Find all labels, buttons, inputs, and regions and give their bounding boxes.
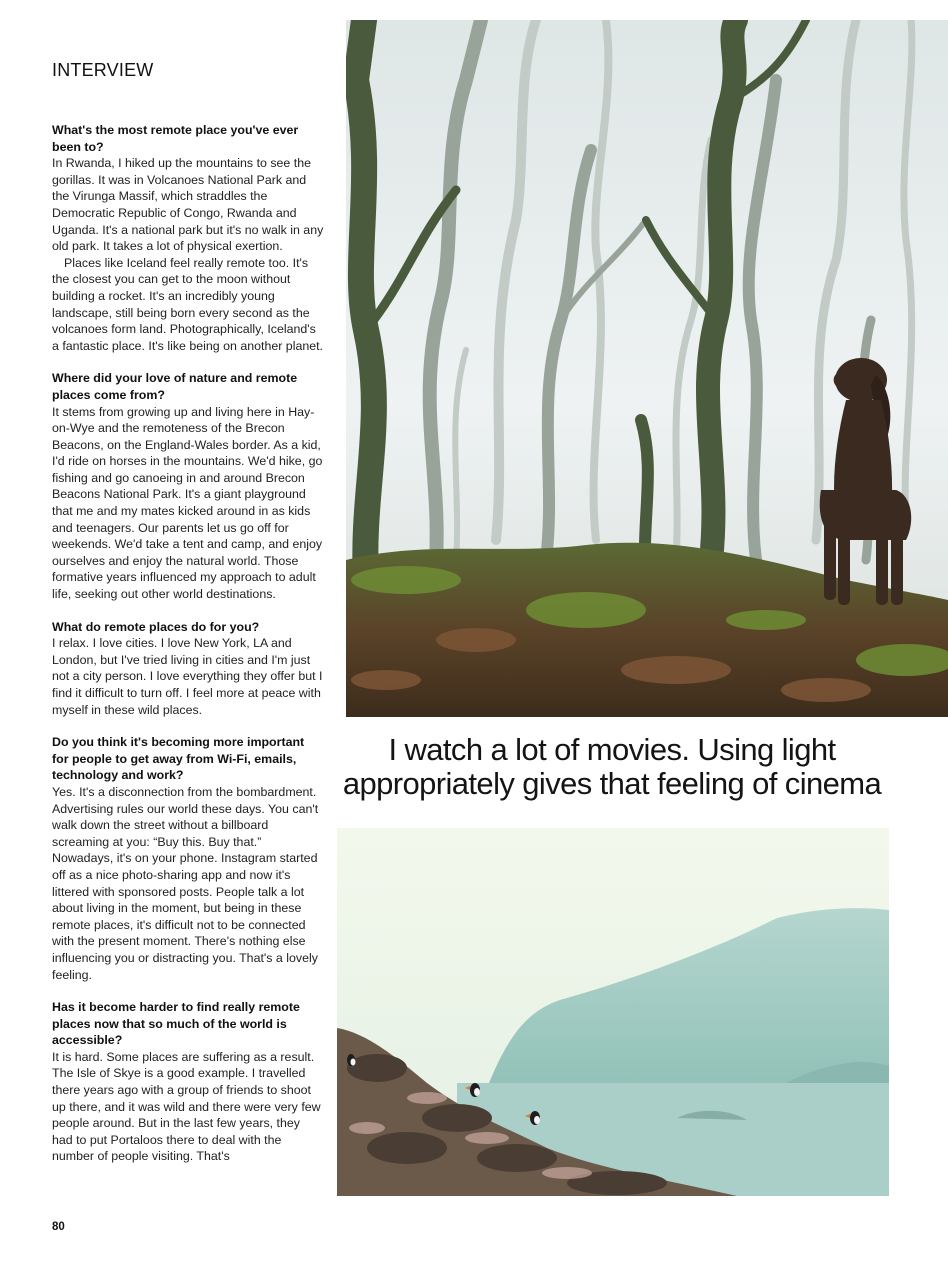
coastal-cliffs-illustration bbox=[337, 828, 889, 1196]
pull-quote bbox=[338, 733, 886, 801]
answer-1 bbox=[52, 155, 324, 354]
question-1: What's the most remote place you've ever been to? bbox=[52, 123, 299, 154]
qa-block-5 bbox=[52, 999, 324, 1165]
qa-block-2 bbox=[52, 370, 324, 602]
qa-block-1 bbox=[52, 122, 324, 354]
answer-paragraph: Places like Iceland feel really remote too. It's the closest you can get to the moon without building a rocket. It's an incredibly young landscape, still being born every second as the volcanoes form land. Photographically, Iceland's a fantastic place. It's like being on another planet. bbox=[52, 255, 324, 353]
question-3: What do remote places do for you? bbox=[52, 619, 260, 634]
answer-4 bbox=[52, 784, 324, 983]
pull-quote-line: I watch a lot of movies. Using light bbox=[388, 732, 836, 767]
page-number: 80 bbox=[52, 1221, 65, 1233]
question-2: Where did your love of nature and remote places come from? bbox=[52, 371, 298, 402]
answer-paragraph: Yes. It's a disconnection from the bombardment. Advertising rules our world these days. You can't walk down the street without a billboard screaming at you: “Buy this. Buy that.” Nowadays, it's on your phone. Instagram started off as a nice photo-sharing app and now it's littered with sponsored posts. People talk a lot about living in the moment, but being in these remote places, it's difficult not to be connected with the present moment. There's nothing else influencing you or distracting you. That's a lovely feeling. bbox=[52, 784, 319, 982]
section-label: INTERVIEW bbox=[52, 60, 154, 80]
forest-dog-illustration bbox=[346, 20, 948, 717]
qa-block-3 bbox=[52, 619, 324, 719]
answer-paragraph: It stems from growing up and living here in Hay-on-Wye and the remoteness of the Brecon Beacons, on the England-Wales border. As a kid, I'd ride on horses in the mountains. We'd hike, go fishing and go canoeing in and around Brecon Beacons National Park. It's a giant playground that me and my mates kicked around in as kids and teenagers. Our parents let us go off for weekends. We'd take a tent and camp, and enjoy ourselves and enjoy the natural world. Those formative years influenced my approach to adult life, seeking out other world destinations. bbox=[52, 404, 323, 602]
forest-dog-photo bbox=[346, 20, 948, 717]
answer-paragraph: I relax. I love cities. I love New York, LA and London, but I've tried living in cities and I'm just not a city person. I love everything they offer but I find it difficult to turn off. I feel more at peace with myself in these wild places. bbox=[52, 636, 323, 717]
question-5: Has it become harder to find really remote places now that so much of the world is accessible? bbox=[52, 1000, 300, 1048]
qa-block-4 bbox=[52, 734, 324, 983]
answer-5 bbox=[52, 1049, 324, 1165]
interview-column bbox=[52, 122, 324, 1181]
question-4: Do you think it's becoming more important for people to get away from Wi-Fi, emails, technology and work? bbox=[52, 735, 305, 783]
answer-3 bbox=[52, 635, 324, 718]
pull-quote-line: appropriately gives that feeling of cinema bbox=[342, 766, 882, 801]
answer-paragraph: In Rwanda, I hiked up the mountains to see the gorillas. It was in Volcanoes National Park and the Virunga Massif, which straddles the Democratic Republic of Congo, Rwanda and Uganda. It's a national park but it's no walk in any old park. It takes a lot of physical exertion. bbox=[52, 156, 324, 254]
answer-paragraph: It is hard. Some places are suffering as a result. The Isle of Skye is a good example. I travelled there years ago with a group of friends to shoot up there, and it was wild and there were very few people around. But in the last few years, they had to put Portaloos there to deal with the number of people visiting. That's bbox=[52, 1049, 321, 1164]
answer-2 bbox=[52, 404, 324, 603]
coastal-puffins-photo bbox=[337, 828, 889, 1196]
